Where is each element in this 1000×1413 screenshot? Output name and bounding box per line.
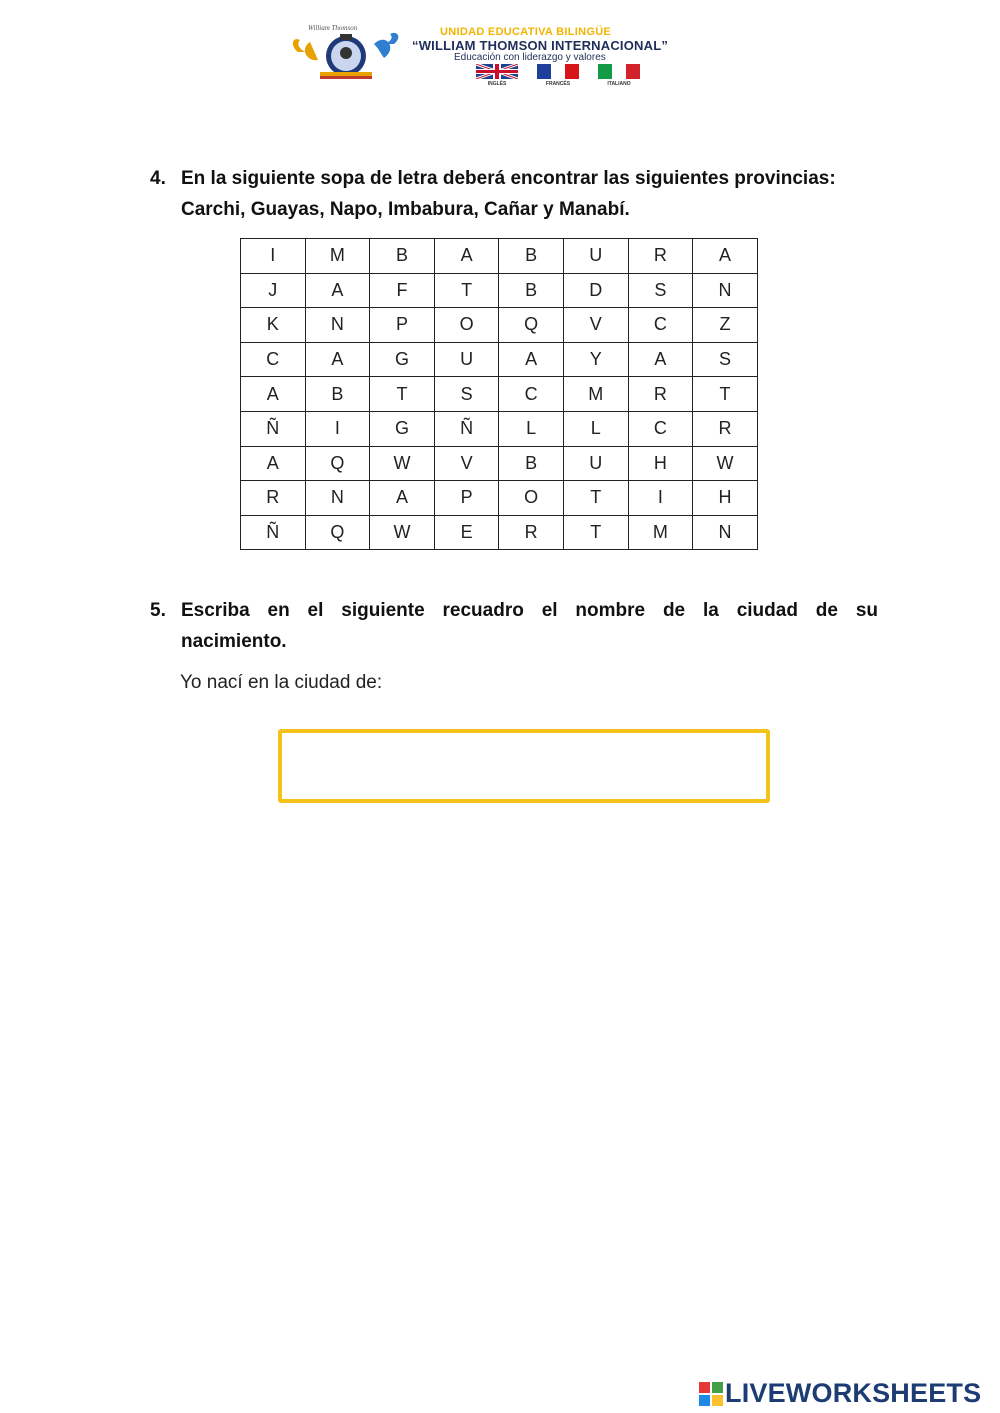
question-5-line1: Escriba en el siguiente recuadro el nombre de la ciudad de su <box>181 600 878 621</box>
word-search-cell[interactable]: Q <box>305 515 370 550</box>
france-flag-icon <box>537 64 579 79</box>
word-search-cell[interactable]: R <box>628 377 693 412</box>
word-search-cell[interactable]: B <box>305 377 370 412</box>
word-search-row <box>241 411 758 446</box>
word-search-cell[interactable]: Q <box>305 446 370 481</box>
word-search-cell[interactable]: M <box>563 377 628 412</box>
question-4-line1: En la siguiente sopa de letra deberá encontrar las siguientes provincias: <box>181 168 836 189</box>
word-search-cell[interactable]: I <box>628 481 693 516</box>
flag-label-italian: ITALIANO <box>607 81 631 87</box>
word-search-cell[interactable]: W <box>370 446 435 481</box>
word-search-cell[interactable]: A <box>628 342 693 377</box>
word-search-cell[interactable]: C <box>628 411 693 446</box>
word-search-cell[interactable]: A <box>241 446 306 481</box>
word-search-cell[interactable]: C <box>499 377 564 412</box>
word-search-row <box>241 273 758 308</box>
word-search-cell[interactable]: A <box>370 481 435 516</box>
liveworksheets-logo-icon <box>699 1382 723 1406</box>
word-search-cell[interactable]: B <box>499 239 564 274</box>
birth-city-answer-field[interactable] <box>278 729 770 803</box>
word-search-cell[interactable]: P <box>370 308 435 343</box>
word-search-cell[interactable]: Z <box>693 308 758 343</box>
word-search-cell[interactable]: T <box>563 481 628 516</box>
word-search-row <box>241 342 758 377</box>
word-search-row <box>241 308 758 343</box>
word-search-cell[interactable]: E <box>434 515 499 550</box>
word-search-cell[interactable]: F <box>370 273 435 308</box>
school-name: “WILLIAM THOMSON INTERNACIONAL” <box>412 38 669 53</box>
word-search-cell[interactable]: S <box>628 273 693 308</box>
word-search-cell[interactable]: U <box>563 239 628 274</box>
word-search-cell[interactable]: Ñ <box>434 411 499 446</box>
word-search-cell[interactable]: S <box>434 377 499 412</box>
word-search-cell[interactable]: L <box>499 411 564 446</box>
school-header <box>290 22 720 94</box>
word-search-cell[interactable]: C <box>241 342 306 377</box>
word-search-cell[interactable]: Ñ <box>241 411 306 446</box>
word-search-cell[interactable]: A <box>499 342 564 377</box>
question-5-line2: nacimiento. <box>181 631 287 652</box>
word-search-cell[interactable]: J <box>241 273 306 308</box>
word-search-cell[interactable]: T <box>563 515 628 550</box>
word-search-cell[interactable]: V <box>434 446 499 481</box>
word-search-cell[interactable]: M <box>305 239 370 274</box>
word-search-cell[interactable]: A <box>241 377 306 412</box>
word-search-cell[interactable]: O <box>434 308 499 343</box>
word-search-row <box>241 239 758 274</box>
word-search-cell[interactable]: I <box>241 239 306 274</box>
word-search-cell[interactable]: N <box>305 481 370 516</box>
school-motto: Educación con liderazgo y valores <box>454 52 606 63</box>
uk-flag-icon <box>476 64 518 79</box>
crest-caption: William Thomson <box>308 24 358 32</box>
word-search-cell[interactable]: O <box>499 481 564 516</box>
word-search-cell[interactable]: A <box>305 342 370 377</box>
liveworksheets-wordmark: LIVEWORKSHEETS <box>725 1378 982 1408</box>
word-search-cell[interactable]: R <box>499 515 564 550</box>
word-search-cell[interactable]: I <box>305 411 370 446</box>
word-search-cell[interactable]: R <box>241 481 306 516</box>
question-5-number: 5. <box>150 600 166 621</box>
italy-flag-icon <box>598 64 640 79</box>
word-search-cell[interactable]: S <box>693 342 758 377</box>
word-search-cell[interactable]: R <box>628 239 693 274</box>
school-type: UNIDAD EDUCATIVA BILINGÜE <box>440 26 612 38</box>
word-search-cell[interactable]: R <box>693 411 758 446</box>
word-search-row <box>241 446 758 481</box>
word-search-cell[interactable]: W <box>693 446 758 481</box>
word-search-cell[interactable]: A <box>693 239 758 274</box>
word-search-cell[interactable]: N <box>693 273 758 308</box>
school-crest-icon <box>290 22 402 88</box>
word-search-cell[interactable]: N <box>693 515 758 550</box>
word-search-cell[interactable]: Y <box>563 342 628 377</box>
question-5-text <box>181 595 878 657</box>
question-4-text <box>181 163 881 225</box>
word-search-cell[interactable]: H <box>628 446 693 481</box>
flag-label-french: FRANCÉS <box>545 81 571 87</box>
word-search-cell[interactable]: H <box>693 481 758 516</box>
word-search-row <box>241 481 758 516</box>
question-4-number: 4. <box>150 168 166 189</box>
word-search-cell[interactable]: K <box>241 308 306 343</box>
word-search-cell[interactable]: Q <box>499 308 564 343</box>
flag-label-english: INGLÉS <box>487 81 507 87</box>
word-search-cell[interactable]: V <box>563 308 628 343</box>
word-search-grid <box>240 238 758 550</box>
word-search-cell[interactable]: B <box>499 273 564 308</box>
answer-lead-text: Yo nací en la ciudad de: <box>180 672 383 693</box>
word-search-cell[interactable]: T <box>693 377 758 412</box>
word-search-cell[interactable]: B <box>370 239 435 274</box>
word-search-cell[interactable]: B <box>499 446 564 481</box>
word-search-cell[interactable]: N <box>305 308 370 343</box>
word-search-row <box>241 515 758 550</box>
word-search-cell[interactable]: G <box>370 411 435 446</box>
word-search-cell[interactable]: T <box>434 273 499 308</box>
word-search-cell[interactable]: T <box>370 377 435 412</box>
word-search-cell[interactable]: U <box>563 446 628 481</box>
word-search-row <box>241 377 758 412</box>
word-search-cell[interactable]: W <box>370 515 435 550</box>
word-search-cell[interactable]: G <box>370 342 435 377</box>
word-search-cell[interactable]: A <box>434 239 499 274</box>
word-search-cell[interactable]: C <box>628 308 693 343</box>
word-search-cell[interactable]: U <box>434 342 499 377</box>
question-4-line2: Carchi, Guayas, Napo, Imbabura, Cañar y Manabí. <box>181 199 630 220</box>
word-search-cell[interactable]: P <box>434 481 499 516</box>
word-search-cell[interactable]: D <box>563 273 628 308</box>
word-search-cell[interactable]: M <box>628 515 693 550</box>
word-search-cell[interactable]: L <box>563 411 628 446</box>
word-search-cell[interactable]: Ñ <box>241 515 306 550</box>
word-search-cell[interactable]: A <box>305 273 370 308</box>
